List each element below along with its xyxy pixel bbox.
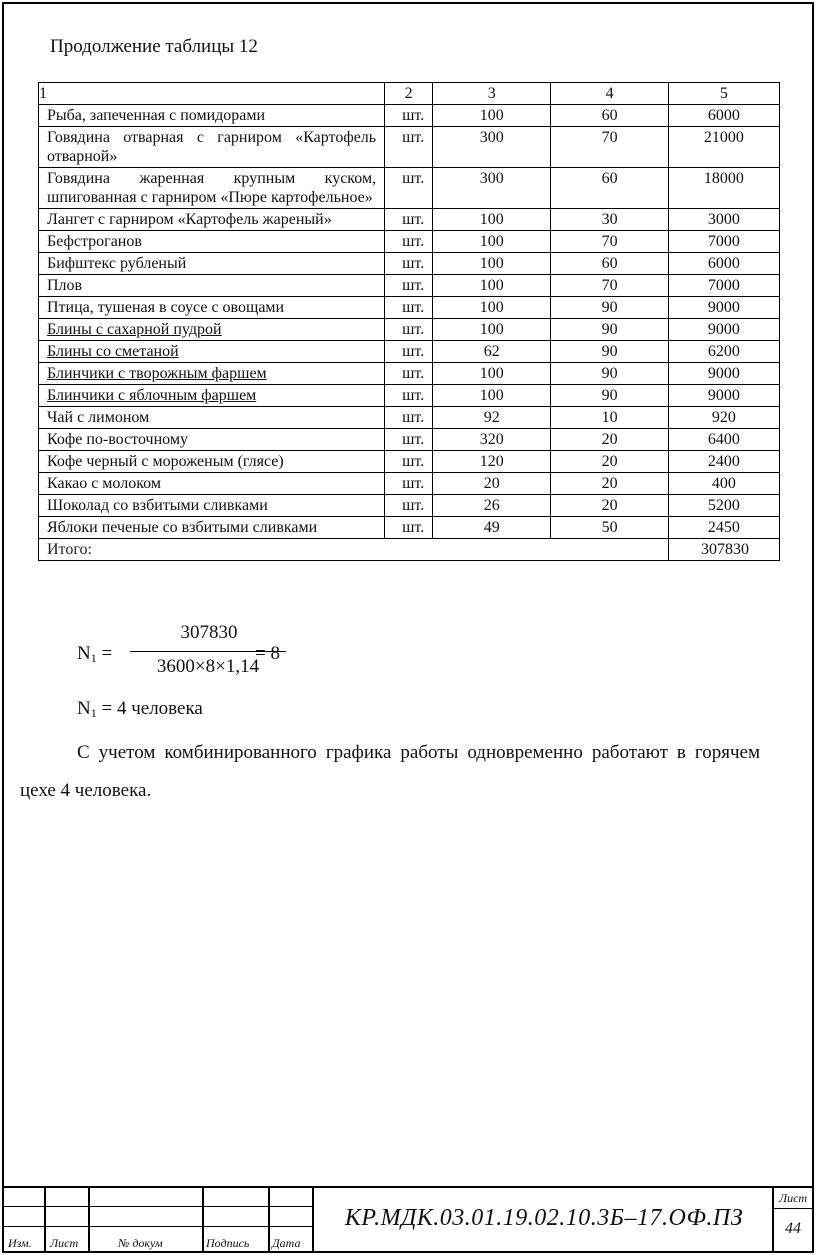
product-cell: 920 [668, 407, 779, 429]
dish-name-cell: Кофе по-восточному [39, 429, 385, 451]
quantity-cell: 26 [433, 495, 551, 517]
data-table [38, 82, 780, 561]
stamp-label-date: Дата [272, 1236, 301, 1250]
coefficient-cell: 60 [551, 168, 668, 209]
document-code: КР.МДК.03.01.19.02.10.3Б–17.ОФ.ПЗ [344, 1205, 744, 1231]
table-row [39, 319, 780, 341]
unit-cell: шт. [385, 319, 433, 341]
formula-sub: 1 [90, 651, 97, 665]
coefficient-cell: 70 [551, 127, 668, 168]
product-cell: 9000 [668, 297, 779, 319]
coefficient-cell: 30 [551, 209, 668, 231]
dish-name-cell: Бифштекс рубленый [39, 253, 385, 275]
dish-name-cell: Кофе черный с мороженым (глясе) [39, 451, 385, 473]
dish-name-cell: Рыба, запеченная с помидорами [39, 105, 385, 127]
table-row [39, 341, 780, 363]
product-cell: 9000 [668, 385, 779, 407]
product-cell: 6400 [668, 429, 779, 451]
table-row [39, 275, 780, 297]
table-row [39, 297, 780, 319]
header-cell: 3 [433, 83, 551, 105]
dish-name-cell [39, 341, 385, 363]
formula-var: N [77, 643, 91, 664]
table-row [39, 385, 780, 407]
quantity-cell: 320 [433, 429, 551, 451]
stamp-label-list: Лист [50, 1236, 79, 1250]
table-row [39, 429, 780, 451]
quantity-cell: 120 [433, 451, 551, 473]
unit-cell: шт. [385, 231, 433, 253]
unit-cell: шт. [385, 517, 433, 539]
quantity-cell: 20 [433, 473, 551, 495]
product-cell: 400 [668, 473, 779, 495]
quantity-cell: 100 [433, 275, 551, 297]
table-header-row [39, 83, 780, 105]
quantity-cell: 100 [433, 231, 551, 253]
unit-cell: шт. [385, 168, 433, 209]
quantity-cell: 92 [433, 407, 551, 429]
coefficient-cell: 20 [551, 473, 668, 495]
quantity-cell: 100 [433, 105, 551, 127]
result-var: N [77, 698, 91, 719]
header-cell: 1 [39, 83, 385, 105]
coefficient-cell: 60 [551, 253, 668, 275]
quantity-cell: 100 [433, 209, 551, 231]
formula-numerator: 307830 [180, 622, 238, 643]
title-block [4, 1186, 812, 1251]
dish-name-text: Блины с сахарной пудрой [47, 321, 222, 338]
table-row [39, 209, 780, 231]
table-row [39, 495, 780, 517]
product-cell: 6000 [668, 253, 779, 275]
unit-cell: шт. [385, 297, 433, 319]
quantity-cell: 100 [433, 363, 551, 385]
table-row [39, 253, 780, 275]
stamp-divider [312, 1188, 314, 1251]
formula-rhs: = 8 [255, 643, 280, 664]
unit-cell: шт. [385, 341, 433, 363]
stamp-label-doc: № докум [118, 1236, 163, 1250]
result-line [77, 698, 203, 721]
table-row [39, 473, 780, 495]
product-cell: 9000 [668, 363, 779, 385]
total-row [39, 539, 780, 561]
result-sub: 1 [90, 706, 97, 720]
formula-denominator: 3600×8×1,14 [156, 656, 260, 677]
table-row [39, 127, 780, 168]
table-row [39, 517, 780, 539]
product-cell: 2400 [668, 451, 779, 473]
dish-name-cell: Говядина жаренная крупным куском, шпигованная с гарниром «Пюре картофельное» [39, 168, 385, 209]
unit-cell: шт. [385, 473, 433, 495]
dish-name-cell: Шоколад со взбитыми сливками [39, 495, 385, 517]
table-caption: Продолжение таблицы 12 [50, 36, 258, 57]
stamp-row-line [4, 1226, 312, 1227]
total-label: Итого: [39, 539, 669, 561]
unit-cell: шт. [385, 495, 433, 517]
coefficient-cell: 70 [551, 231, 668, 253]
stamp-divider [88, 1188, 90, 1251]
dish-name-cell: Птица, тушеная в соусе с овощами [39, 297, 385, 319]
quantity-cell: 100 [433, 385, 551, 407]
table-row [39, 168, 780, 209]
product-cell: 5200 [668, 495, 779, 517]
total-value: 307830 [668, 539, 779, 561]
product-cell: 7000 [668, 231, 779, 253]
dish-name-cell: Чай с лимоном [39, 407, 385, 429]
coefficient-cell: 50 [551, 517, 668, 539]
stamp-row-line [4, 1206, 312, 1207]
product-cell: 9000 [668, 319, 779, 341]
quantity-cell: 300 [433, 127, 551, 168]
sheet-number: 44 [785, 1220, 801, 1237]
coefficient-cell: 90 [551, 319, 668, 341]
coefficient-cell: 90 [551, 341, 668, 363]
coefficient-cell: 90 [551, 363, 668, 385]
coefficient-cell: 90 [551, 385, 668, 407]
header-cell: 4 [551, 83, 668, 105]
unit-cell: шт. [385, 209, 433, 231]
table-row [39, 363, 780, 385]
product-cell: 6000 [668, 105, 779, 127]
dish-name-cell: Плов [39, 275, 385, 297]
coefficient-cell: 10 [551, 407, 668, 429]
product-cell: 7000 [668, 275, 779, 297]
coefficient-cell: 60 [551, 105, 668, 127]
table-row [39, 451, 780, 473]
dish-name-text: Блинчики с яблочным фаршем [47, 387, 257, 404]
dish-name-cell [39, 319, 385, 341]
coefficient-cell: 20 [551, 451, 668, 473]
dish-name-cell: Яблоки печеные со взбитыми сливками [39, 517, 385, 539]
product-cell: 6200 [668, 341, 779, 363]
dish-name-cell: Какао с молоком [39, 473, 385, 495]
unit-cell: шт. [385, 253, 433, 275]
product-cell: 18000 [668, 168, 779, 209]
unit-cell: шт. [385, 451, 433, 473]
product-cell: 3000 [668, 209, 779, 231]
quantity-cell: 100 [433, 297, 551, 319]
dish-name-cell: Говядина отварная с гарниром «Картофель отварной» [39, 127, 385, 168]
table-row [39, 231, 780, 253]
unit-cell: шт. [385, 275, 433, 297]
unit-cell: шт. [385, 385, 433, 407]
header-cell: 5 [668, 83, 779, 105]
quantity-cell: 100 [433, 253, 551, 275]
unit-cell: шт. [385, 429, 433, 451]
formula [77, 622, 337, 682]
unit-cell: шт. [385, 127, 433, 168]
table-row [39, 105, 780, 127]
stamp-divider [44, 1188, 46, 1251]
unit-cell: шт. [385, 363, 433, 385]
unit-cell: шт. [385, 105, 433, 127]
body-paragraph: С учетом комбинированного графика работы одновременно работают в горячем цехе 4 человека. [20, 742, 760, 801]
formula-eq: = [96, 643, 113, 664]
header-cell: 2 [385, 83, 433, 105]
dish-name-cell: Лангет с гарниром «Картофель жареный» [39, 209, 385, 231]
sheet-label: Лист [778, 1191, 808, 1205]
coefficient-cell: 70 [551, 275, 668, 297]
coefficient-cell: 20 [551, 429, 668, 451]
stamp-label-izm: Изм. [8, 1236, 32, 1250]
formula-lhs [77, 643, 112, 666]
stamp-row-line [772, 1208, 812, 1209]
quantity-cell: 100 [433, 319, 551, 341]
quantity-cell: 300 [433, 168, 551, 209]
result-text: = 4 человека [96, 698, 203, 719]
dish-name-cell [39, 363, 385, 385]
unit-cell: шт. [385, 407, 433, 429]
product-cell: 2450 [668, 517, 779, 539]
product-cell: 21000 [668, 127, 779, 168]
dish-name-cell: Бефстроганов [39, 231, 385, 253]
coefficient-cell: 90 [551, 297, 668, 319]
quantity-cell: 49 [433, 517, 551, 539]
quantity-cell: 62 [433, 341, 551, 363]
dish-name-text: Блины со сметаной [47, 343, 179, 360]
dish-name-cell [39, 385, 385, 407]
stamp-divider [268, 1188, 270, 1251]
stamp-label-sign: Подпись [206, 1236, 250, 1250]
stamp-divider [202, 1188, 204, 1251]
coefficient-cell: 20 [551, 495, 668, 517]
dish-name-text: Блинчики с творожным фаршем [47, 365, 267, 382]
table-row [39, 407, 780, 429]
